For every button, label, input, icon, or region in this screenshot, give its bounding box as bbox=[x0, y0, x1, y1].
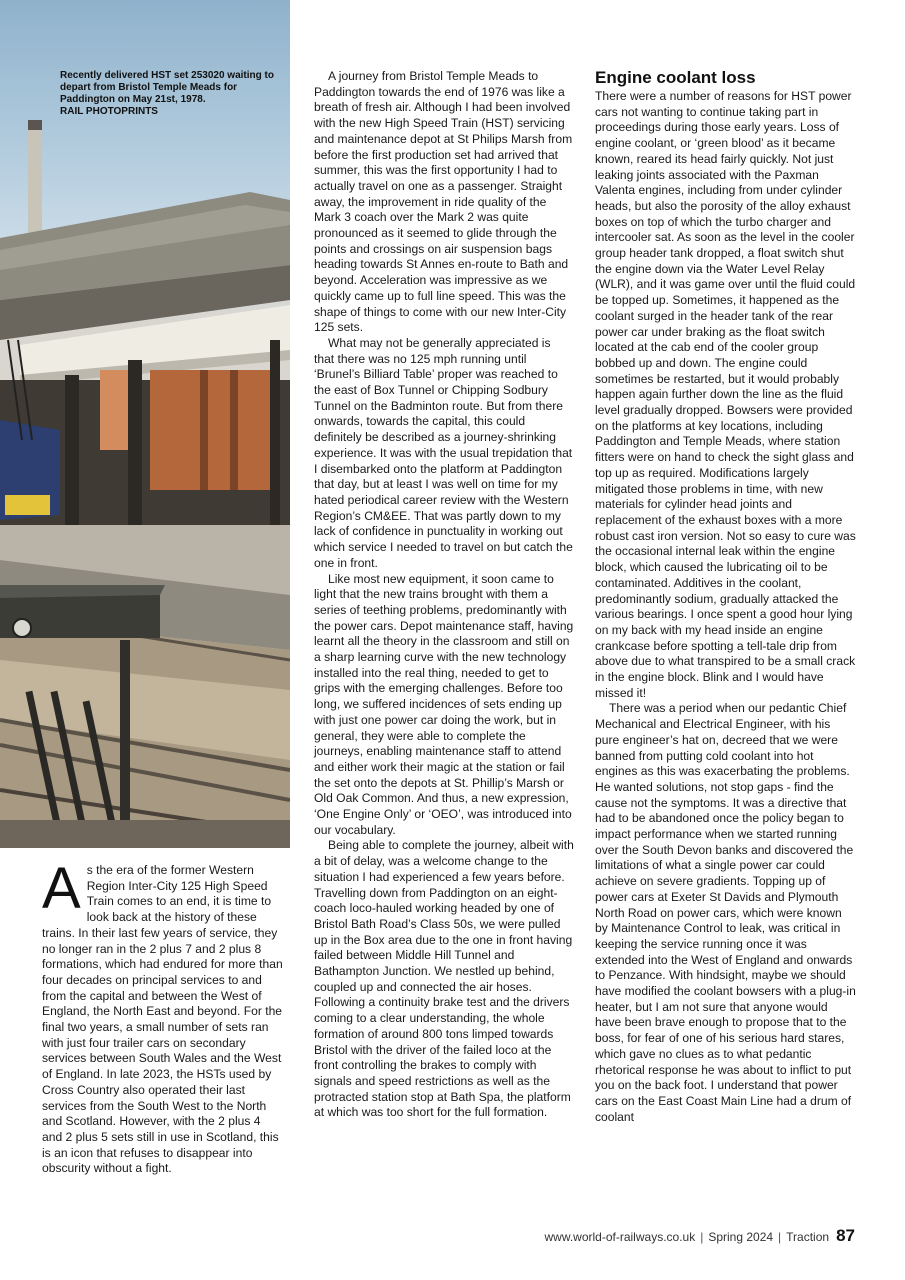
photo-caption-text: Recently delivered HST set 253020 waiting to depart from Bristol Temple Meads for Paddington on May 21st, 1978. bbox=[60, 70, 274, 105]
body-paragraph: Being able to complete the journey, albeit with a bit of delay, was a welcome change to the situation I had experienced a few years before. Travelling down from Paddington on an eight-coach loco-hauled working headed by one of Bristol Bath Road’s Class 50s, we were pulled up in the Box area due to the one in front having failed between Middle Hill Tunnel and Bathampton Junction. We nestled up behind, coupled up and connected the air hoses. Following a continuity brake test and the drivers coming to a clear understanding, the whole formation of around 800 tons limped towards Bristol with the driver of the failed loco at the front controlling the brakes to comply with signals and speed restrictions as well as the protracted station stop at Bath Spa, the platform at which was too short for the full formation. bbox=[314, 838, 574, 1120]
article-column-3 bbox=[595, 68, 857, 1125]
station-photo-illustration bbox=[0, 0, 290, 848]
body-paragraph: What may not be generally appreciated is that there was no 125 mph running until ‘Brunel’s Billiard Table’ proper was reached to the east of Box Tunnel or Chipping Sodbury Tunnel on the Badminton route. But from there onwards, towards the capital, this could definitely be described as a journey-shrinking experience. It was with the usual trepidation that I disembarked onto the platform at Paddington that day, but at least I was well on time for my hated periodical career review with the Western Region’s CM&EE. That was partly down to my lack of confidence in punctuality in working out which service I needed to travel on but catch the one in front. bbox=[314, 335, 573, 570]
intro-text: s the era of the former Western Region Inter-City 125 High Speed Train comes to an end, it is time to look back at the history of these trains. In their last few years of service, they no longer ran in the 2 plus 7 and 2 plus 8 formations, which had endured for more than four decades on principal services to and from the capital and between the West of England, the North East and beyond. For the final two years, a small number of sets ran with just four trailer cars on secondary services between South Wales and the West of England. In late 2023, the HSTs used by Cross Country also operated their last services from the South West to the North and Scotland. However, with the 2 plus 4 and 2 plus 5 sets still in use in Scotland, this is an icon that refuses to disappear into obscurity without a fight. bbox=[42, 863, 283, 1176]
footer-separator: | bbox=[700, 1230, 704, 1244]
body-paragraph: A journey from Bristol Temple Meads to Paddington towards the end of 1976 was like a breath of fresh air. Although I had been involved with the new High Speed Train (HST) servicing and maintenance depot at St Philips Marsh from before the first production set had arrived that summer, this was the first opportunity I had to actually travel on one as a passenger. Straight away, the improvement in ride quality of the Mark 3 coach over the Mark 2 was quite pronounced as it seemed to glide through the points and crossings on air suspension bags heading towards St Annes en-route to Bath and beyond. Acceleration was impressive as we quickly came up to full line speed. This was the shape of things to come with our new Inter-City 125 sets. bbox=[314, 69, 573, 335]
page-footer bbox=[545, 1226, 856, 1246]
page-number: 87 bbox=[836, 1226, 855, 1245]
article-column-2 bbox=[314, 69, 574, 1121]
drop-cap: A bbox=[42, 856, 81, 921]
body-paragraph: Like most new equipment, it soon came to light that the new trains brought with them a series of teething problems, predominantly with the power cars. Depot maintenance staff, having learnt all the theory in the classroom and still on a sharp learning curve with the new technology installed into the real thing, needed to get to grips with the emerging challenges. Before too long, we suffered incidences of sets ending up with just one power car doing the work, but in general, they were able to complete the journeys, enabling maintenance staff to attend and either work their magic at the station or fail the set onto the depots at St. Phillip’s Marsh or Old Oak Common. And thus, a new expression, ‘One Engine Only’ or ‘OEO’, was introduced into our vocabulary. bbox=[314, 571, 574, 837]
footer-separator: | bbox=[778, 1230, 782, 1244]
footer-website: www.world-of-railways.co.uk bbox=[544, 1230, 696, 1244]
footer-magazine: Traction bbox=[786, 1230, 830, 1244]
footer-issue: Spring 2024 bbox=[708, 1230, 774, 1244]
body-paragraph: There was a period when our pedantic Chief Mechanical and Electrical Engineer, with his pure engineer’s hat on, decreed that we were banned from putting cold coolant into hot engines as this was exacerbating the problems. He wanted solutions, not stop gaps - find the cause not the symptoms. It was a directive that had to be abandoned once the policy began to impact performance when we started running over the South Devon banks and discovered the limitations of what a single power car could achieve on severe gradients. Topping up of power cars at Exeter St Davids and Plymouth North Road on power cars, which were known by Maintenance Control to leak, was critical in keeping the service running once it was extended into the West of England and onwards to Penzance. With hindsight, maybe we should have modified the coolant bowsers with a plug-in heater, but I am not sure that anyone would have been brave enough to propose that to the boss, for fear of one of his serious hard stares, which gave no clues as to what pedantic rhetorical response he was about to inflict to put you on the back foot. I understand that power cars on the East Coast Main Line had a drum of coolant bbox=[595, 701, 856, 1124]
section-heading: Engine coolant loss bbox=[595, 68, 756, 87]
intro-paragraph bbox=[42, 856, 284, 1177]
article-column-1 bbox=[42, 856, 284, 1177]
photo-caption bbox=[60, 70, 275, 118]
photo-credit: RAIL PHOTOPRINTS bbox=[60, 106, 158, 117]
body-paragraph: There were a number of reasons for HST power cars not wanting to continue taking part in proceedings during those early years. Loss of engine coolant, or ‘green blood’ as it became known, reared its head fairly quickly. Not just leaking joints associated with the Paxman Valenta engines, including from under cylinder heads, but also the porosity of the alloy exhaust boxes on top of which the turbo charger and intercooler sat. As soon as the level in the cooler group header tank dropped, a float switch shut the engine down via the Water Level Relay (WLR), and it was game over until the fluid could be topped up. Sometimes, it happened as the coolant surged in the header tank of the rear power car under braking as the float switch located at the cab end of the cooler group bobbed up and down. The engine could sometimes be restarted, but it would probably happen again further down the line as the fluid level gradually dropped. Bowsers were provided on the platforms at key locations, including Paddington and Temple Meads, where station fitters were on hand to check the sight glass and top up as required. Modifications largely mitigated those problems in time, with new materials for cylinder head joints and replacement of the exhaust boxes with a more robust cast iron version. Not so easy to cure was the occasional internal leak within the engine block, which caused the lubricating oil to be contaminated. Additives in the coolant, predominantly sodium, gradually attacked the various bearings. I once spent a good hour lying on my back with my head inside an engine crankcase before spotting a tell-tale drip from above due to what transpired to be a small crack in the engine block. Blink and I would have missed it! bbox=[595, 89, 856, 700]
station-photo bbox=[0, 0, 290, 848]
